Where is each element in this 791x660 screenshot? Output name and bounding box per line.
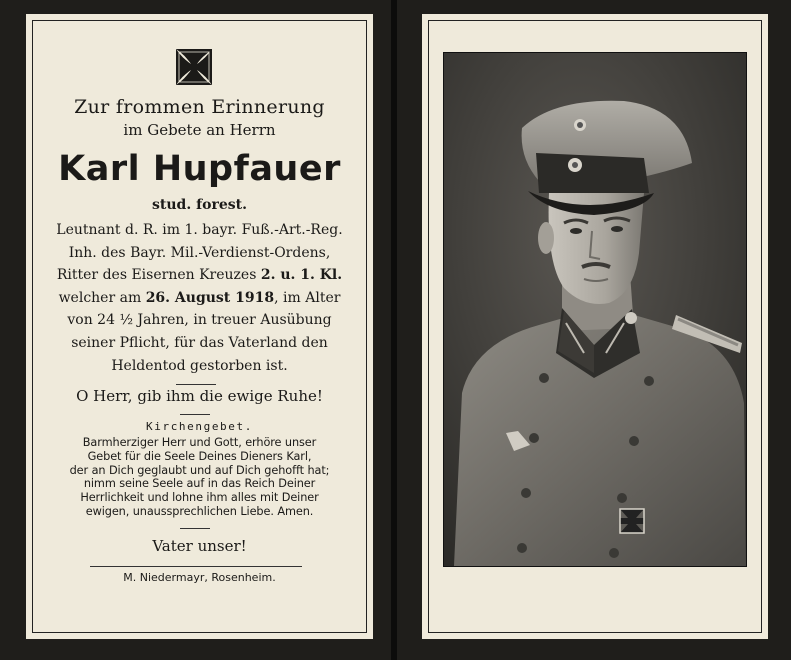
kirchengebet-text	[26, 436, 373, 519]
kirchengebet-line: der an Dich geglaubt und auf Dich gehofft hat;	[69, 463, 330, 477]
card-fold	[391, 0, 397, 660]
kirchengebet-line: Barmherziger Herr und Gott, erhöre unser	[82, 436, 317, 449]
portrait-photo	[443, 52, 747, 567]
degree-line: stud. forest.	[152, 197, 247, 213]
bio-line: Heldentod gestorben ist.	[111, 357, 288, 374]
separator-line	[176, 384, 216, 385]
bio-line: Ritter des Eisernen Kreuzes 2. u. 1. Kl.	[56, 267, 343, 284]
kirchengebet-line: Gebet für die Seele Deines Dieners Karl,	[87, 449, 312, 463]
separator-line	[180, 528, 210, 529]
kirchengebet-line: Herrlichkeit und lohne ihm alles mit Deiner	[80, 491, 319, 505]
bio-line: seiner Pflicht, für das Vaterland den	[71, 334, 328, 351]
deceased-name: Karl Hupfauer	[58, 149, 341, 189]
bio-line: welcher am 26. August 1918, im Alter	[58, 289, 341, 306]
printer-credit: M. Niedermayr, Rosenheim.	[123, 571, 276, 584]
heading-line-2: im Gebete an Herrn	[123, 121, 276, 139]
heading-line-1: Zur frommen Erinnerung	[74, 96, 325, 118]
bio-line: Leutnant d. R. im 1. bayr. Fuß.-Art.-Reg.	[56, 222, 343, 238]
kirchengebet-line: nimm seine Seele auf in das Reich Deiner	[83, 477, 316, 491]
separator-line	[90, 566, 302, 567]
closing-line: Vater unser!	[152, 537, 247, 555]
prayer-line: O Herr, gib ihm die ewige Ruhe!	[76, 387, 323, 405]
bio-line: Inh. des Bayr. Mil.-Verdienst-Ordens,	[68, 244, 331, 261]
biography-block	[26, 219, 373, 377]
separator-line	[180, 414, 210, 415]
iron-cross-icon	[174, 47, 214, 87]
kirchengebet-title: Kirchengebet.	[146, 420, 253, 433]
kirchengebet-line: ewigen, unaussprechlichen Liebe. Amen.	[85, 504, 314, 518]
bio-line: von 24 ½ Jahren, in treuer Ausübung	[67, 312, 332, 329]
iron-cross-badge	[620, 509, 644, 533]
soldier-portrait-illustration	[444, 53, 746, 566]
